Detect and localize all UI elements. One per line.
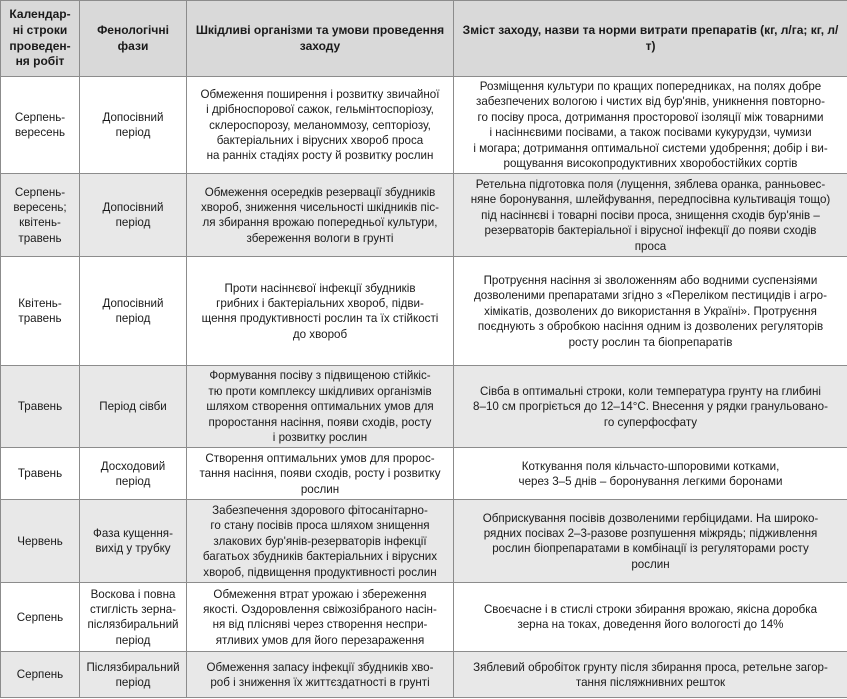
table-row bbox=[1, 500, 847, 583]
table-row bbox=[1, 174, 847, 257]
cell-term: Червень bbox=[1, 500, 80, 583]
cell-action: Сівба в оптимальні строки, коли температура грунту на глибині 8–10 см прогріється до 12–14°С. Внесення у рядки гранульовано- го суперфосфату bbox=[454, 366, 847, 448]
cell-phase: Воскова і повна стиглість зерна- післязбиральний період bbox=[80, 583, 187, 652]
cell-phase: Післязбиральний період bbox=[80, 652, 187, 698]
cell-target: Формування посіву з підвищеною стійкіс- тю проти комплексу шкідливих організмів шляхом створення оптимальних умов для проростання насіння, появи сходів, росту і розвитку рослин bbox=[187, 366, 454, 448]
cell-term: Квітень- травень bbox=[1, 257, 80, 366]
cell-phase: Допосівний період bbox=[80, 77, 187, 174]
cell-term: Травень bbox=[1, 448, 80, 500]
cell-target: Обмеження запасу інфекції збудників хво- роб і зниження їх життєздатності в грунті bbox=[187, 652, 454, 698]
cell-term: Травень bbox=[1, 366, 80, 448]
cell-phase: Фаза кущення- вихід у трубку bbox=[80, 500, 187, 583]
cell-target: Обмеження осередків резервації збудників хвороб, зниження чисельності шкідників піс- ля збирання врожаю попередньої культури, збереження вологи в грунті bbox=[187, 174, 454, 257]
header-term: Календар- ні строки проведен- ня робіт bbox=[1, 1, 80, 77]
cell-term: Серпень- вересень bbox=[1, 77, 80, 174]
table-row bbox=[1, 77, 847, 174]
cell-action: Зяблевий обробіток грунту після збирання проса, ретельне загор- тання післяжнивних решток bbox=[454, 652, 847, 698]
cell-phase: Допосівний період bbox=[80, 174, 187, 257]
table-row bbox=[1, 652, 847, 698]
header-action: Зміст заходу, назви та норми витрати препаратів (кг, л/га; кг, л/т) bbox=[454, 1, 847, 77]
cell-action: Ретельна підготовка поля (лущення, зяблева оранка, ранньовес- няне боронування, шлейфування, передпосівна культивація тощо) під насіннєві і товарні посіви проса, знищення сходів бур'янів – резерваторів бактеріальної і вірусної інфекції до появи сходів проса bbox=[454, 174, 847, 257]
cell-phase: Допосівний період bbox=[80, 257, 187, 366]
table-row bbox=[1, 366, 847, 448]
cell-phase: Період сівби bbox=[80, 366, 187, 448]
cell-target: Створення оптимальних умов для пророс- тання насіння, появи сходів, росту і розвитку рослин bbox=[187, 448, 454, 500]
cell-phase: Досходовий період bbox=[80, 448, 187, 500]
cell-action: Обприскування посівів дозволеними гербіцидами. На широко- рядних посівах 2–3-разове розпушення міжрядь; підживлення рослин біопрепаратами в комбінації із регуляторами росту рослин bbox=[454, 500, 847, 583]
table-header-row bbox=[1, 1, 847, 77]
table-row bbox=[1, 448, 847, 500]
table-row bbox=[1, 583, 847, 652]
cell-target: Обмеження поширення і розвитку звичайної і дрібноспорової сажок, гельмінтоспоріозу, склероспорозу, меланоммозу, септоріозу, бактеріальних і вірусних хвороб проса на ранніх стадіях росту й розвитку рослин bbox=[187, 77, 454, 174]
cell-target: Забезпечення здорового фітосанітарно- го стану посівів проса шляхом знищення злакових бур'янів-резерваторів інфекції багатьох збудників бактеріальних і вірусних хвороб, підвищення продуктивності рослин bbox=[187, 500, 454, 583]
header-phase: Фенологічні фази bbox=[80, 1, 187, 77]
cell-term: Серпень bbox=[1, 583, 80, 652]
cell-action: Своєчасне і в стислі строки збирання врожаю, якісна доробка зерна на токах, доведення його вологості до 14% bbox=[454, 583, 847, 652]
cell-action: Розміщення культури по кращих попередниках, на полях добре забезпечених вологою і чистих від бур'янів, уникнення повторно- го посіву проса, дотримання просторової ізоляції між товарними і насіннєвими посівами, а також посівами кукурудзи, чумизи і могара; дотримання оптимальної системи удобрення; добір і ви- рощування високопродуктивних хворобостійких сортів bbox=[454, 77, 847, 174]
cell-target: Проти насіннєвої інфекції збудників грибних і бактеріальних хвороб, підви- щення продуктивності рослин та їх стійкості до хвороб bbox=[187, 257, 454, 366]
cell-term: Серпень- вересень; квітень- травень bbox=[1, 174, 80, 257]
header-target: Шкідливі організми та умови проведення заходу bbox=[187, 1, 454, 77]
cell-target: Обмеження втрат урожаю і збереження якості. Оздоровлення свіжозібраного насін- ня від плісняві через створення неспри- ятливих умов для його перезараження bbox=[187, 583, 454, 652]
cell-term: Серпень bbox=[1, 652, 80, 698]
cell-action: Протруєння насіння зі зволоженням або водними суспензіями дозволеними препаратами згідно з «Переліком пестицидів і агро- хімікатів, дозволених до використання в Україні». Протруєння поєднують з обробкою насіння одним із дозволених регуляторів росту рослин та біопрепаратів bbox=[454, 257, 847, 366]
table-row bbox=[1, 257, 847, 366]
cell-action: Коткування поля кільчасто-шпоровими котками, через 3–5 днів – боронування легкими боронами bbox=[454, 448, 847, 500]
